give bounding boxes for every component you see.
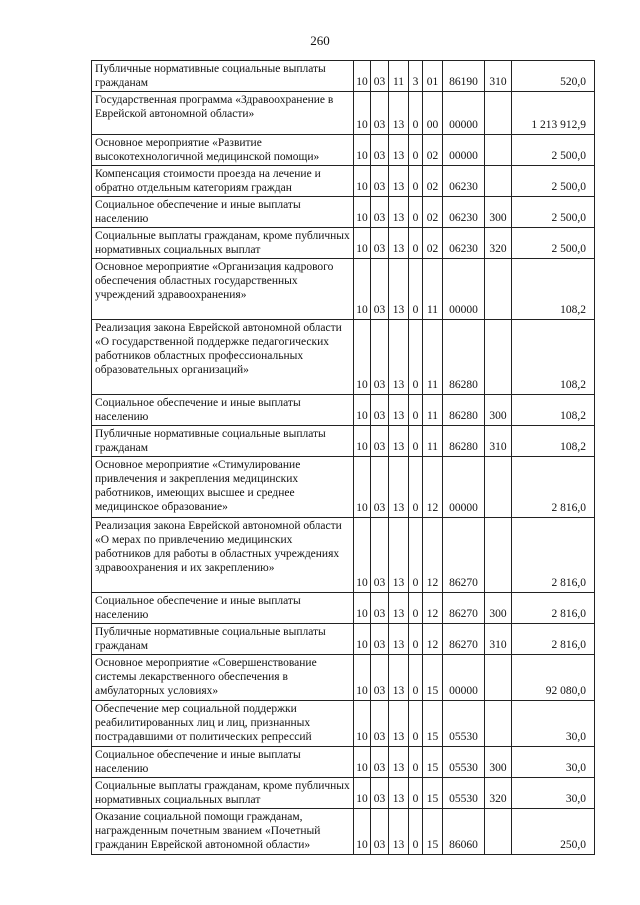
section-code: 10 [354, 197, 371, 228]
event-code: 11 [423, 395, 443, 426]
subprogram-code: 0 [409, 747, 423, 778]
subsection-code: 03 [371, 197, 389, 228]
subprogram-code: 0 [409, 593, 423, 624]
row-name: Государственная программа «Здравоохранение в Еврейской автономной области» [92, 92, 354, 135]
row-name: Основное мероприятие «Совершенствование системы лекарственного обеспечения в амбулаторных условиях» [92, 655, 354, 701]
program-code: 13 [389, 197, 409, 228]
expense-type-code: 300 [485, 747, 512, 778]
direction-code: 86270 [443, 518, 485, 593]
amount: 2 816,0 [512, 593, 595, 624]
section-code: 10 [354, 593, 371, 624]
amount: 2 816,0 [512, 518, 595, 593]
expense-type-code: 320 [485, 778, 512, 809]
expense-type-code [485, 166, 512, 197]
event-code: 02 [423, 197, 443, 228]
section-code: 10 [354, 655, 371, 701]
expense-type-code [485, 655, 512, 701]
amount: 2 500,0 [512, 197, 595, 228]
table-row [92, 61, 595, 92]
subprogram-code: 3 [409, 61, 423, 92]
subsection-code: 03 [371, 701, 389, 747]
direction-code: 00000 [443, 92, 485, 135]
subprogram-code: 0 [409, 809, 423, 855]
subsection-code: 03 [371, 457, 389, 518]
section-code: 10 [354, 426, 371, 457]
expense-type-code [485, 518, 512, 593]
event-code: 11 [423, 426, 443, 457]
section-code: 10 [354, 457, 371, 518]
subprogram-code: 0 [409, 320, 423, 395]
table-row [92, 655, 595, 701]
subsection-code: 03 [371, 624, 389, 655]
table-row [92, 593, 595, 624]
expense-type-code [485, 809, 512, 855]
subsection-code: 03 [371, 426, 389, 457]
expense-type-code: 300 [485, 593, 512, 624]
table-row [92, 747, 595, 778]
event-code: 12 [423, 593, 443, 624]
row-name: Реализация закона Еврейской автономной области «О государственной поддержке педагогических работников областных профессиональных образовательных организаций» [92, 320, 354, 395]
row-name: Социальные выплаты гражданам, кроме публичных нормативных социальных выплат [92, 778, 354, 809]
row-name: Публичные нормативные социальные выплаты гражданам [92, 426, 354, 457]
row-name: Компенсация стоимости проезда на лечение и обратно отдельным категориям граждан [92, 166, 354, 197]
amount: 108,2 [512, 395, 595, 426]
direction-code: 00000 [443, 135, 485, 166]
row-name: Основное мероприятие «Стимулирование привлечения и закрепления медицинских работников, имеющих высшее и среднее медицинское образование» [92, 457, 354, 518]
subprogram-code: 0 [409, 426, 423, 457]
amount: 30,0 [512, 747, 595, 778]
row-name: Социальное обеспечение и иные выплаты населению [92, 747, 354, 778]
section-code: 10 [354, 395, 371, 426]
table-row [92, 395, 595, 426]
section-code: 10 [354, 259, 371, 320]
amount: 2 500,0 [512, 135, 595, 166]
row-name: Оказание социальной помощи гражданам, награжденным почетным званием «Почетный гражданин Еврейской автономной области» [92, 809, 354, 855]
section-code: 10 [354, 61, 371, 92]
row-name: Социальное обеспечение и иные выплаты населению [92, 593, 354, 624]
table-row [92, 518, 595, 593]
event-code: 02 [423, 228, 443, 259]
program-code: 13 [389, 426, 409, 457]
table-row [92, 228, 595, 259]
expense-type-code: 310 [485, 61, 512, 92]
section-code: 10 [354, 92, 371, 135]
subsection-code: 03 [371, 320, 389, 395]
direction-code: 05530 [443, 747, 485, 778]
program-code: 13 [389, 624, 409, 655]
table-row [92, 426, 595, 457]
program-code: 13 [389, 655, 409, 701]
program-code: 13 [389, 92, 409, 135]
section-code: 10 [354, 166, 371, 197]
expense-type-code [485, 135, 512, 166]
amount: 2 500,0 [512, 166, 595, 197]
program-code: 13 [389, 259, 409, 320]
direction-code: 86280 [443, 320, 485, 395]
amount: 108,2 [512, 320, 595, 395]
event-code: 11 [423, 259, 443, 320]
subprogram-code: 0 [409, 135, 423, 166]
program-code: 13 [389, 809, 409, 855]
program-code: 13 [389, 320, 409, 395]
subprogram-code: 0 [409, 92, 423, 135]
program-code: 13 [389, 395, 409, 426]
subprogram-code: 0 [409, 166, 423, 197]
table-row [92, 778, 595, 809]
expense-type-code: 310 [485, 624, 512, 655]
amount: 92 080,0 [512, 655, 595, 701]
direction-code: 86280 [443, 395, 485, 426]
program-code: 13 [389, 778, 409, 809]
section-code: 10 [354, 624, 371, 655]
amount: 2 816,0 [512, 457, 595, 518]
amount: 1 213 912,9 [512, 92, 595, 135]
subprogram-code: 0 [409, 701, 423, 747]
direction-code: 05530 [443, 778, 485, 809]
subsection-code: 03 [371, 166, 389, 197]
direction-code: 06230 [443, 197, 485, 228]
subprogram-code: 0 [409, 395, 423, 426]
subprogram-code: 0 [409, 457, 423, 518]
table-row [92, 457, 595, 518]
expense-type-code [485, 92, 512, 135]
event-code: 12 [423, 457, 443, 518]
table-row [92, 92, 595, 135]
program-code: 13 [389, 135, 409, 166]
subsection-code: 03 [371, 135, 389, 166]
event-code: 11 [423, 320, 443, 395]
event-code: 12 [423, 624, 443, 655]
page-number: 260 [310, 33, 330, 48]
table-row [92, 809, 595, 855]
amount: 108,2 [512, 259, 595, 320]
expense-type-code: 300 [485, 197, 512, 228]
section-code: 10 [354, 518, 371, 593]
subsection-code: 03 [371, 809, 389, 855]
table-row [92, 197, 595, 228]
amount: 30,0 [512, 778, 595, 809]
event-code: 02 [423, 135, 443, 166]
subsection-code: 03 [371, 747, 389, 778]
direction-code: 86060 [443, 809, 485, 855]
direction-code: 06230 [443, 228, 485, 259]
expense-type-code [485, 259, 512, 320]
section-code: 10 [354, 701, 371, 747]
program-code: 13 [389, 457, 409, 518]
subsection-code: 03 [371, 61, 389, 92]
row-name: Социальные выплаты гражданам, кроме публичных нормативных социальных выплат [92, 228, 354, 259]
amount: 2 500,0 [512, 228, 595, 259]
subsection-code: 03 [371, 228, 389, 259]
row-name: Публичные нормативные социальные выплаты гражданам [92, 624, 354, 655]
direction-code: 86270 [443, 593, 485, 624]
row-name: Социальное обеспечение и иные выплаты населению [92, 395, 354, 426]
table-body [92, 61, 595, 855]
event-code: 12 [423, 518, 443, 593]
expense-type-code [485, 701, 512, 747]
program-code: 13 [389, 593, 409, 624]
section-code: 10 [354, 809, 371, 855]
section-code: 10 [354, 747, 371, 778]
program-code: 11 [389, 61, 409, 92]
direction-code: 86190 [443, 61, 485, 92]
subprogram-code: 0 [409, 197, 423, 228]
event-code: 02 [423, 166, 443, 197]
table-row [92, 166, 595, 197]
table-row [92, 135, 595, 166]
event-code: 01 [423, 61, 443, 92]
subprogram-code: 0 [409, 259, 423, 320]
event-code: 15 [423, 655, 443, 701]
event-code: 15 [423, 809, 443, 855]
budget-table [91, 60, 595, 855]
program-code: 13 [389, 228, 409, 259]
subsection-code: 03 [371, 259, 389, 320]
row-name: Обеспечение мер социальной поддержки реабилитированных лиц и лиц, признанных пострадавшими от политических репрессий [92, 701, 354, 747]
expense-type-code [485, 320, 512, 395]
amount: 2 816,0 [512, 624, 595, 655]
expense-type-code: 300 [485, 395, 512, 426]
table-row [92, 701, 595, 747]
program-code: 13 [389, 747, 409, 778]
direction-code: 00000 [443, 259, 485, 320]
subsection-code: 03 [371, 655, 389, 701]
event-code: 15 [423, 747, 443, 778]
table-row [92, 259, 595, 320]
row-name: Основное мероприятие «Развитие высокотехнологичной медицинской помощи» [92, 135, 354, 166]
subprogram-code: 0 [409, 518, 423, 593]
subsection-code: 03 [371, 518, 389, 593]
amount: 30,0 [512, 701, 595, 747]
expense-type-code: 310 [485, 426, 512, 457]
section-code: 10 [354, 320, 371, 395]
table-row [92, 320, 595, 395]
event-code: 15 [423, 778, 443, 809]
section-code: 10 [354, 228, 371, 259]
subprogram-code: 0 [409, 655, 423, 701]
subsection-code: 03 [371, 395, 389, 426]
subsection-code: 03 [371, 593, 389, 624]
direction-code: 86270 [443, 624, 485, 655]
section-code: 10 [354, 135, 371, 166]
program-code: 13 [389, 166, 409, 197]
table-row [92, 624, 595, 655]
row-name: Основное мероприятие «Организация кадрового обеспечения областных государственных учреждений здравоохранения» [92, 259, 354, 320]
subprogram-code: 0 [409, 624, 423, 655]
row-name: Реализация закона Еврейской автономной области «О мерах по привлечению медицинских работников для работы в областных учреждениях здравоохранения и их закреплению» [92, 518, 354, 593]
subprogram-code: 0 [409, 228, 423, 259]
subsection-code: 03 [371, 778, 389, 809]
subprogram-code: 0 [409, 778, 423, 809]
row-name: Публичные нормативные социальные выплаты гражданам [92, 61, 354, 92]
direction-code: 06230 [443, 166, 485, 197]
program-code: 13 [389, 518, 409, 593]
amount: 520,0 [512, 61, 595, 92]
event-code: 15 [423, 701, 443, 747]
expense-type-code: 320 [485, 228, 512, 259]
row-name: Социальное обеспечение и иные выплаты населению [92, 197, 354, 228]
direction-code: 86280 [443, 426, 485, 457]
subsection-code: 03 [371, 92, 389, 135]
direction-code: 00000 [443, 457, 485, 518]
direction-code: 05530 [443, 701, 485, 747]
amount: 108,2 [512, 426, 595, 457]
event-code: 00 [423, 92, 443, 135]
amount: 250,0 [512, 809, 595, 855]
section-code: 10 [354, 778, 371, 809]
expense-type-code [485, 457, 512, 518]
direction-code: 00000 [443, 655, 485, 701]
program-code: 13 [389, 701, 409, 747]
